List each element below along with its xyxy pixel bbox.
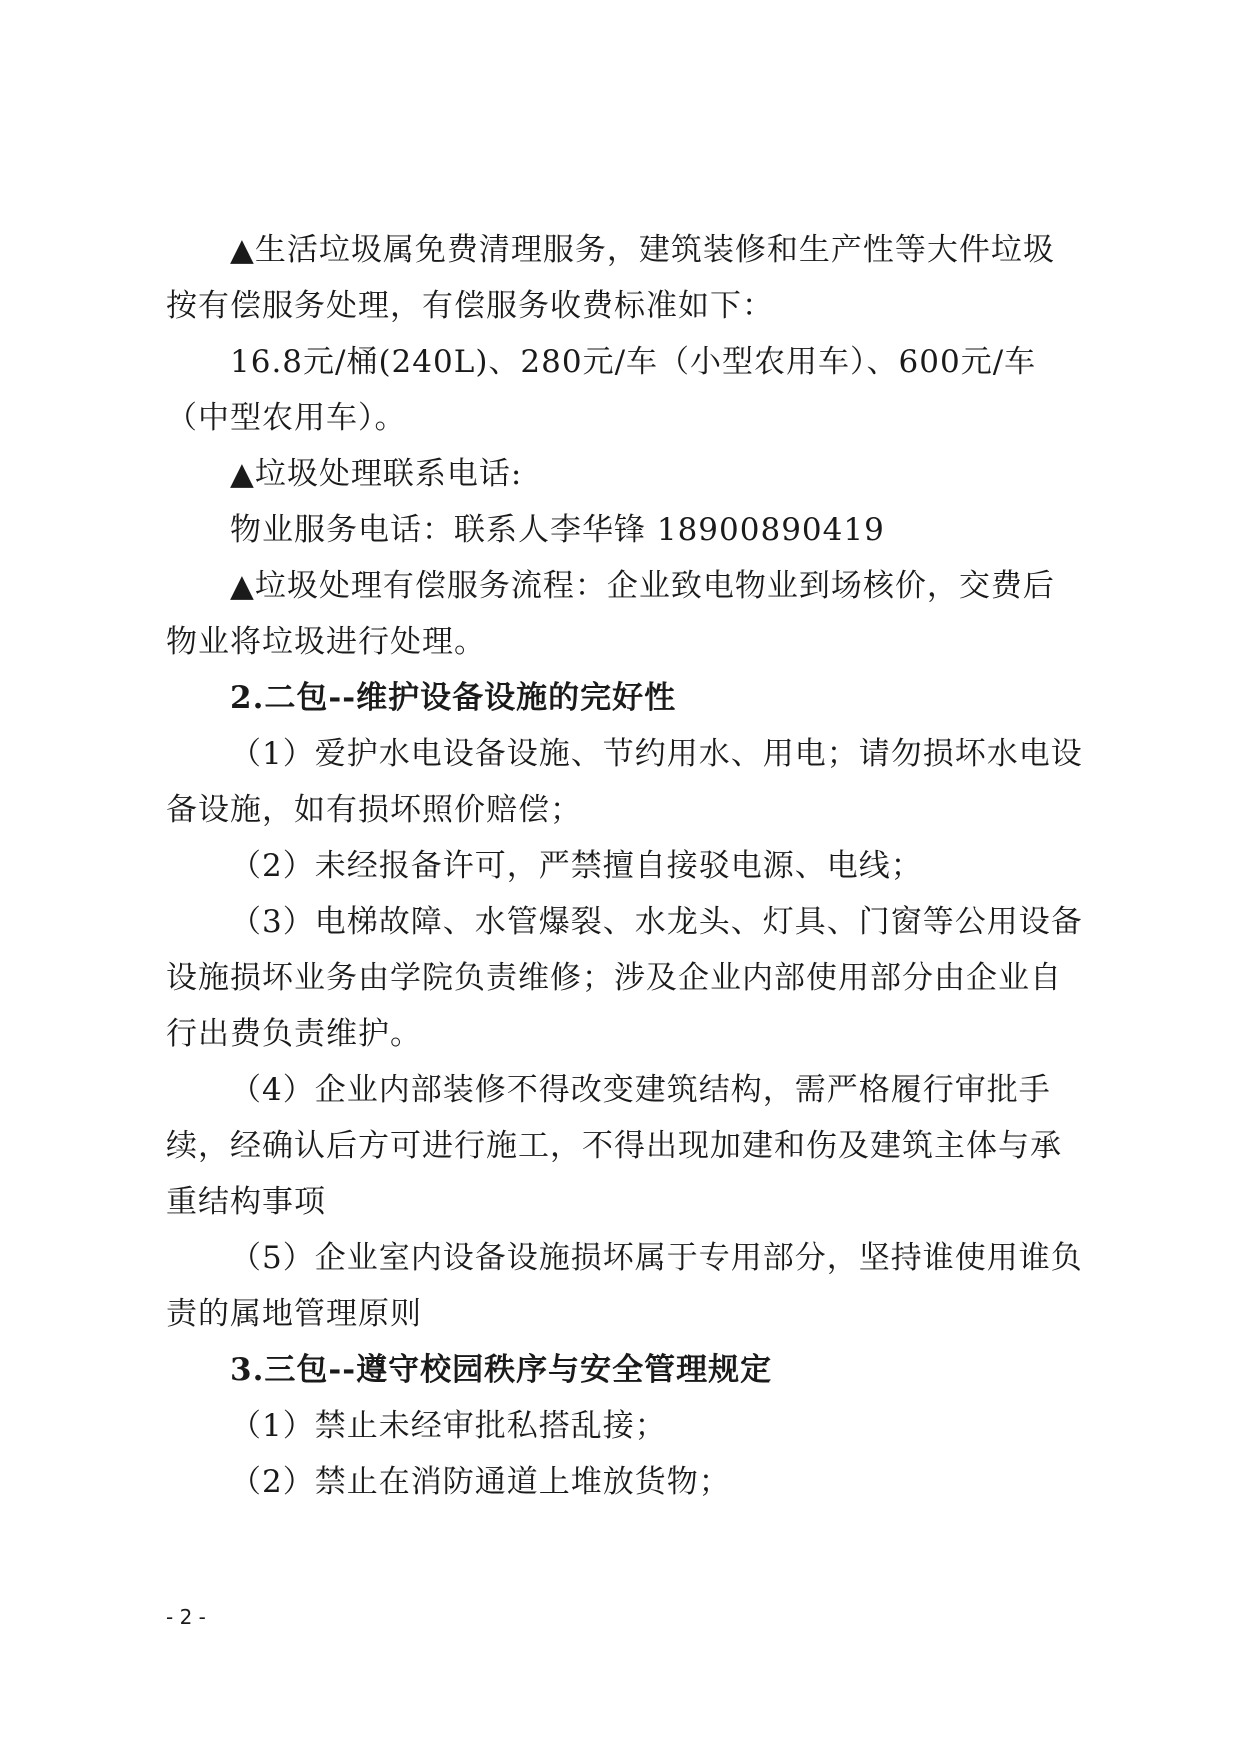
paragraph-garbage-fee-policy: ▲生活垃圾属免费清理服务，建筑装修和生产性等大件垃圾按有偿服务处理，有偿服务收费标准如下：	[166, 232, 1055, 324]
paragraph-item-2-5: （5）企业室内设备设施损坏属于专用部分，坚持谁使用谁负责的属地管理原则	[166, 1240, 1083, 1332]
document-body	[166, 222, 1086, 1510]
paragraph-item-2-3: （3）电梯故障、水管爆裂、水龙头、灯具、门窗等公用设备设施损坏业务由学院负责维修；涉及企业内部使用部分由企业自行出费负责维护。	[166, 904, 1083, 1052]
paragraph-item-3-1: （1）禁止未经审批私搭乱接；	[230, 1408, 667, 1444]
paragraph-item-2-4: （4）企业内部装修不得改变建筑结构，需严格履行审批手续，经确认后方可进行施工，不得出现加建和伤及建筑主体与承重结构事项	[166, 1072, 1062, 1220]
paragraph-item-2-1: （1）爱护水电设备设施、节约用水、用电；请勿损坏水电设备设施，如有损坏照价赔偿；	[166, 736, 1083, 828]
paragraph-fee-rates: 16.8元/桶(240L)、280元/车（小型农用车）、600元/车（中型农用车）。	[166, 344, 1037, 436]
paragraph-item-3-2: （2）禁止在消防通道上堆放货物；	[230, 1464, 731, 1500]
paragraph-item-2-2: （2）未经报备许可，严禁擅自接驳电源、电线；	[230, 848, 923, 884]
page-number: - 2 -	[166, 1605, 206, 1629]
paragraph-contact-heading: ▲垃圾处理联系电话:	[230, 456, 523, 492]
section-heading-2: 2.二包--维护设备设施的完好性	[230, 680, 677, 716]
paragraph-paid-service-process: ▲垃圾处理有偿服务流程：企业致电物业到场核价，交费后物业将垃圾进行处理。	[166, 568, 1055, 660]
paragraph-contact-phone: 物业服务电话：联系人李华锋 18900890419	[230, 512, 885, 548]
section-heading-3: 3.三包--遵守校园秩序与安全管理规定	[230, 1352, 773, 1388]
